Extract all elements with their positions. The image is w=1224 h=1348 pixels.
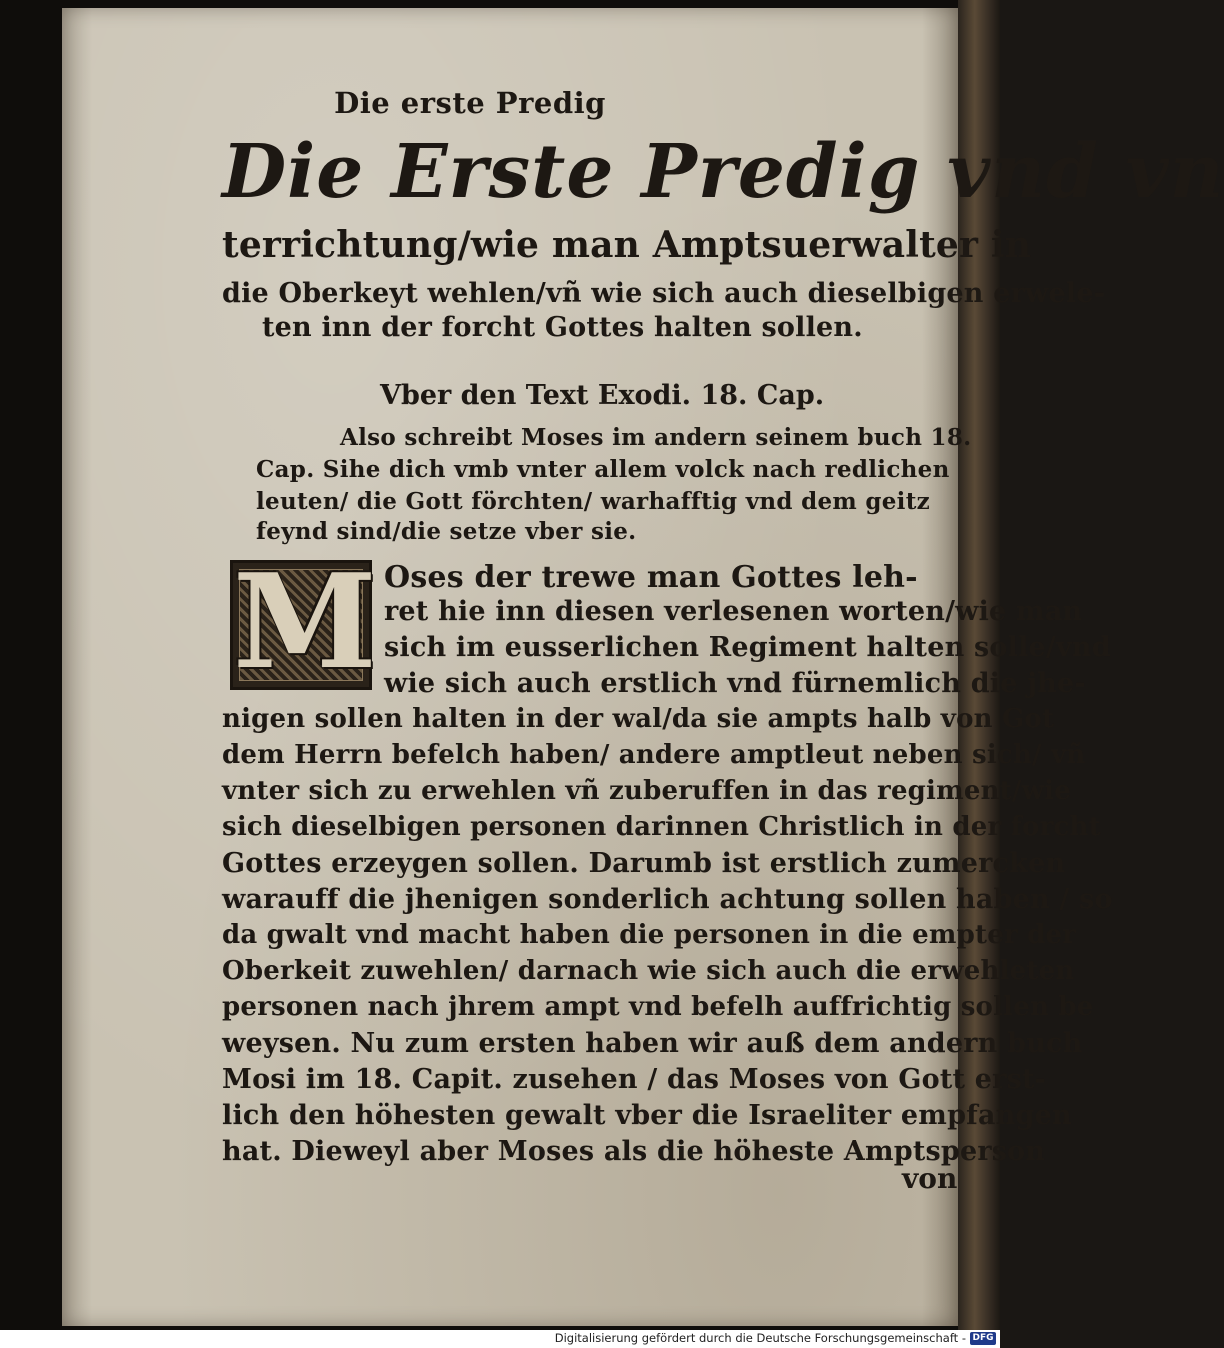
body-line: personen nach jhrem ampt vnd befelh auffrichtig sollen be (222, 992, 1094, 1022)
dfg-logo-icon: DFG (970, 1332, 996, 1345)
footer-bar (0, 1330, 1000, 1348)
page-title: Die Erste Predig vnd vn (222, 129, 1224, 215)
body-line: sich im eusserlichen Regiment halten solle/vnd (384, 632, 1111, 663)
body-line: Oses der trewe man Gottes leh- (384, 560, 918, 595)
body-line: wie sich auch erstlich vnd fürnemlich die jhe- (384, 668, 1086, 699)
body-line: lich den höhesten gewalt vber die Israeliter empfangen (222, 1100, 1072, 1131)
body-line: sich dieselbigen personen darinnen Christlich in der forcht (222, 812, 1101, 842)
verse-line: Also schreibt Moses im andern seinem buch 18. (340, 424, 972, 451)
body-line: Mosi im 18. Capit. zusehen / das Moses von Gott erst- (222, 1064, 1047, 1095)
body-line: ret hie inn diesen verlesenen worten/wie man (384, 596, 1083, 627)
verse-line: leuten/ die Gott förchten/ warhafftig vnd dem geitz (256, 488, 931, 515)
body-line: nigen sollen halten in der wal/da sie ampts halb von Got (222, 704, 1055, 734)
decorated-initial (230, 545, 377, 698)
body-line: warauff die jhenigen sonderlich achtung sollen haben / so (222, 884, 1113, 915)
catchword: von (902, 1162, 958, 1195)
body-line: Gottes erzeygen sollen. Darumb ist erstlich zumercken (222, 848, 1066, 879)
body-line: dem Herrn befelch haben/ andere amptleut neben sich/ vñ (222, 740, 1086, 770)
body-line: hat. Dieweyl aber Moses als die höheste Amptsperson (222, 1136, 1046, 1167)
title-line: die Oberkeyt wehlen/vñ wie sich auch dieselbigen erwele- (222, 278, 1106, 309)
body-line: da gwalt vnd macht haben die personen in die empter der (222, 920, 1077, 950)
initial-letter: M (233, 545, 377, 698)
body-line: weysen. Nu zum ersten haben wir auß dem andern buch (222, 1028, 1083, 1059)
verse-line: feynd sind/die setze vber sie. (256, 518, 637, 545)
body-line: Oberkeit zuwehlen/ darnach wie sich auch die erwehleten (222, 956, 1075, 986)
section-subhead: Vber den Text Exodi. 18. Cap. (380, 380, 825, 411)
running-head: Die erste Predig (334, 86, 606, 120)
funding-credit: Digitalisierung gefördert durch die Deutsche Forschungsgemeinschaft - (554, 1331, 966, 1345)
title-line: ten inn der forcht Gottes halten sollen. (262, 312, 863, 343)
body-line: vnter sich zu erwehlen vñ zuberuffen in das regiment/wie (222, 776, 1072, 806)
verse-line: Cap. Sihe dich vmb vnter allem volck nach redlichen (256, 456, 950, 483)
title-line: terrichtung/wie man Amptsuerwalter in (222, 224, 1032, 266)
